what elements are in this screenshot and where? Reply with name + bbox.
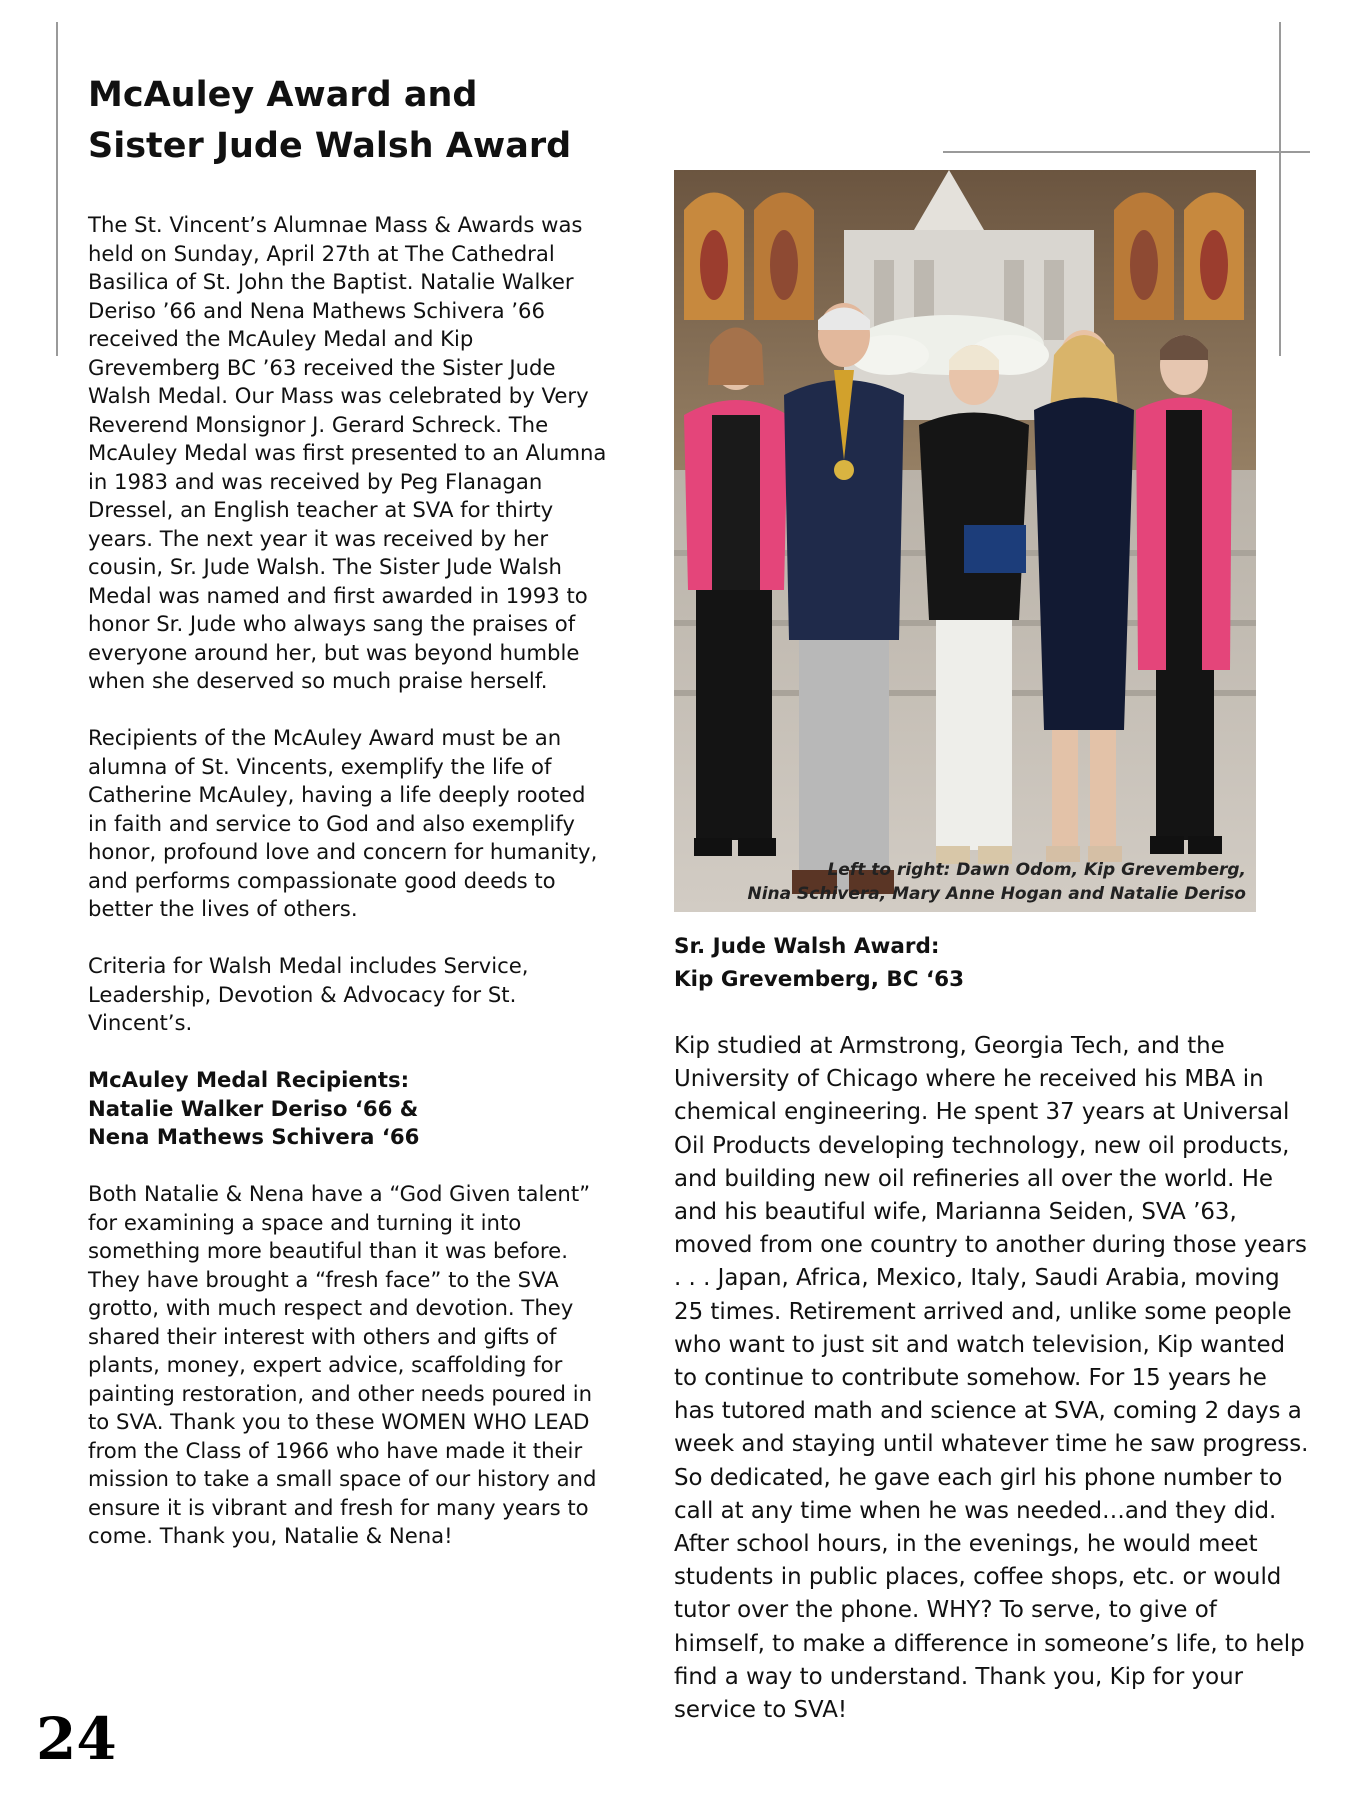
person-2 bbox=[784, 303, 904, 894]
page-title bbox=[88, 70, 648, 172]
title-line-2: Sister Jude Walsh Award bbox=[88, 126, 572, 166]
caption-line-1: Left to right: Dawn Odom, Kip Grevemberg, bbox=[827, 860, 1246, 880]
mcauley-heading-line-2: Natalie Walker Deriso ‘66 & bbox=[88, 1095, 419, 1121]
award-group-photo bbox=[674, 170, 1256, 912]
photo-illustration bbox=[674, 170, 1256, 912]
left-vertical-rule bbox=[56, 22, 58, 356]
mcauley-recipients-heading bbox=[88, 1066, 608, 1152]
mcauley-heading-line-1: McAuley Medal Recipients: bbox=[88, 1067, 410, 1092]
right-horizontal-rule bbox=[943, 151, 1310, 153]
caption-line-2: Nina Schivera, Mary Anne Hogan and Natalie Deriso bbox=[747, 884, 1246, 904]
left-column bbox=[88, 211, 608, 1579]
walsh-heading-line-2: Kip Grevemberg, BC ‘63 bbox=[674, 967, 965, 992]
mcauley-recipients-paragraph: Both Natalie & Nena have a “God Given talent” for examining a space and turning it into something more beautiful than it was before. They have brought a “fresh face” to the SVA grotto, with much respect and devotion. They shared their interest with others and gifts of plants, money, expert advice, scaffolding for painting restoration, and other needs poured in to SVA. Thank you to these WOMEN WHO LEAD from the Class of 1966 who have made it their mission to take a small space of our history and ensure it is vibrant and fresh for many years to come. Thank you, Natalie & Nena! bbox=[88, 1181, 597, 1548]
right-vertical-rule bbox=[1279, 22, 1281, 356]
photo-caption bbox=[686, 858, 1246, 906]
mcauley-heading-line-3: Nena Mathews Schivera ‘66 bbox=[88, 1124, 420, 1149]
walsh-award-heading bbox=[674, 930, 1234, 996]
walsh-award-paragraph: Kip studied at Armstrong, Georgia Tech, and the University of Chicago where he received his MBA in chemical engineering. He spent 37 years at Universal Oil Products developing technology, new oil products, and building new oil refineries all over the world. He and his beautiful wife, Marianna Seiden, SVA ’63, moved from one country to another during those years . . . Japan, Africa, Mexico, Italy, Saudi Arabia, moving 25 times. Retirement arrived and, unlike some people who want to just sit and watch television, Kip wanted to continue to contribute somehow. For 15 years he has tutored math and science at SVA, coming 2 days a week and staying until whatever time he saw progress. So dedicated, he gave each girl his phone number to call at any time when he was needed…and they did. After school hours, in the evenings, he would meet students in public places, coffee shops, etc. or would tutor over the phone. WHY? To serve, to give of himself, to make a difference in someone’s life, to help find a way to understand. Thank you, Kip for your service to SVA! bbox=[674, 1033, 1309, 1724]
walsh-criteria-paragraph: Criteria for Walsh Medal includes Service, Leadership, Devotion & Advocacy for St. Vincent’s. bbox=[88, 953, 529, 1035]
walsh-heading-line-1: Sr. Jude Walsh Award: bbox=[674, 934, 940, 959]
title-line-1: McAuley Award and bbox=[88, 75, 478, 115]
mcauley-criteria-paragraph: Recipients of the McAuley Award must be an alumna of St. Vincents, exemplify the life of Catherine McAuley, having a life deeply rooted in faith and service to God and also exemplify honor, profound love and concern for humanity, and performs compassionate good deeds to better the lives of others. bbox=[88, 725, 598, 921]
page-number: 24 bbox=[36, 1705, 117, 1773]
intro-paragraph: The St. Vincent’s Alumnae Mass & Awards was held on Sunday, April 27th at The Cathedral Basilica of St. John the Baptist. Natalie Walker Deriso ’66 and Nena Mathews Schivera ’66 received the McAuley Medal and Kip Grevemberg BC ’63 received the Sister Jude Walsh Medal. Our Mass was celebrated by Very Reverend Monsignor J. Gerard Schreck. The McAuley Medal was first presented to an Alumna in 1983 and was received by Peg Flanagan Dressel, an English teacher at SVA for thirty years. The next year it was received by her cousin, Sr. Jude Walsh. The Sister Jude Walsh Medal was named and first awarded in 1993 to honor Sr. Jude who always sang the praises of everyone around her, but was beyond humble when she deserved so much praise herself. bbox=[88, 212, 607, 693]
